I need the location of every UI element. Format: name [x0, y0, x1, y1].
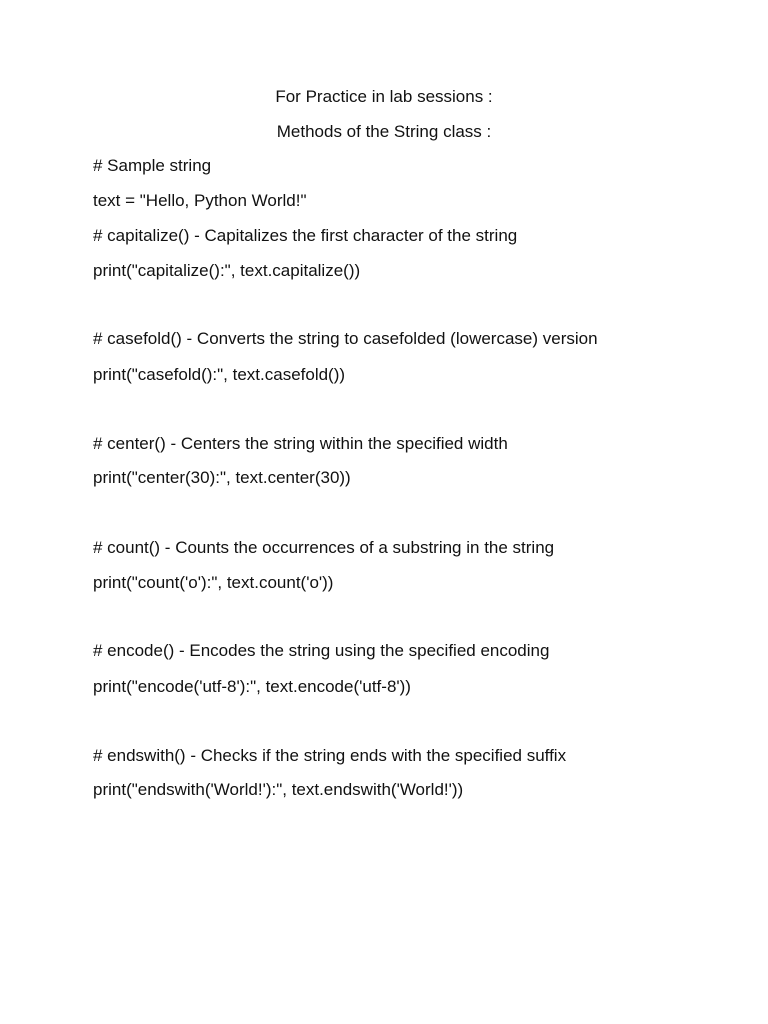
comment-center: # center() - Centers the string within the specified width [93, 434, 508, 453]
comment-sample-string: # Sample string [93, 156, 212, 175]
comment-capitalize: # capitalize() - Capitalizes the first character of the string [93, 226, 518, 245]
code-print-capitalize: print("capitalize():", text.capitalize()) [93, 261, 361, 280]
page-subtitle: Methods of the String class : [276, 122, 492, 141]
code-print-casefold: print("casefold():", text.casefold()) [93, 365, 346, 384]
code-print-count: print("count('o'):", text.count('o')) [93, 573, 334, 592]
comment-casefold: # casefold() - Converts the string to casefolded (lowercase) version [93, 329, 598, 348]
page-title: For Practice in lab sessions : [275, 87, 493, 106]
comment-count: # count() - Counts the occurrences of a substring in the string [93, 538, 555, 557]
code-print-center: print("center(30):", text.center(30)) [93, 468, 351, 487]
comment-encode: # encode() - Encodes the string using the specified encoding [93, 641, 550, 660]
code-print-endswith: print("endswith('World!'):", text.endswith('World!')) [93, 780, 464, 799]
code-print-encode: print("encode('utf-8'):", text.encode('utf-8')) [93, 677, 411, 696]
comment-endswith: # endswith() - Checks if the string ends with the specified suffix [93, 746, 567, 765]
code-text-assignment: text = "Hello, Python World!" [93, 191, 307, 210]
